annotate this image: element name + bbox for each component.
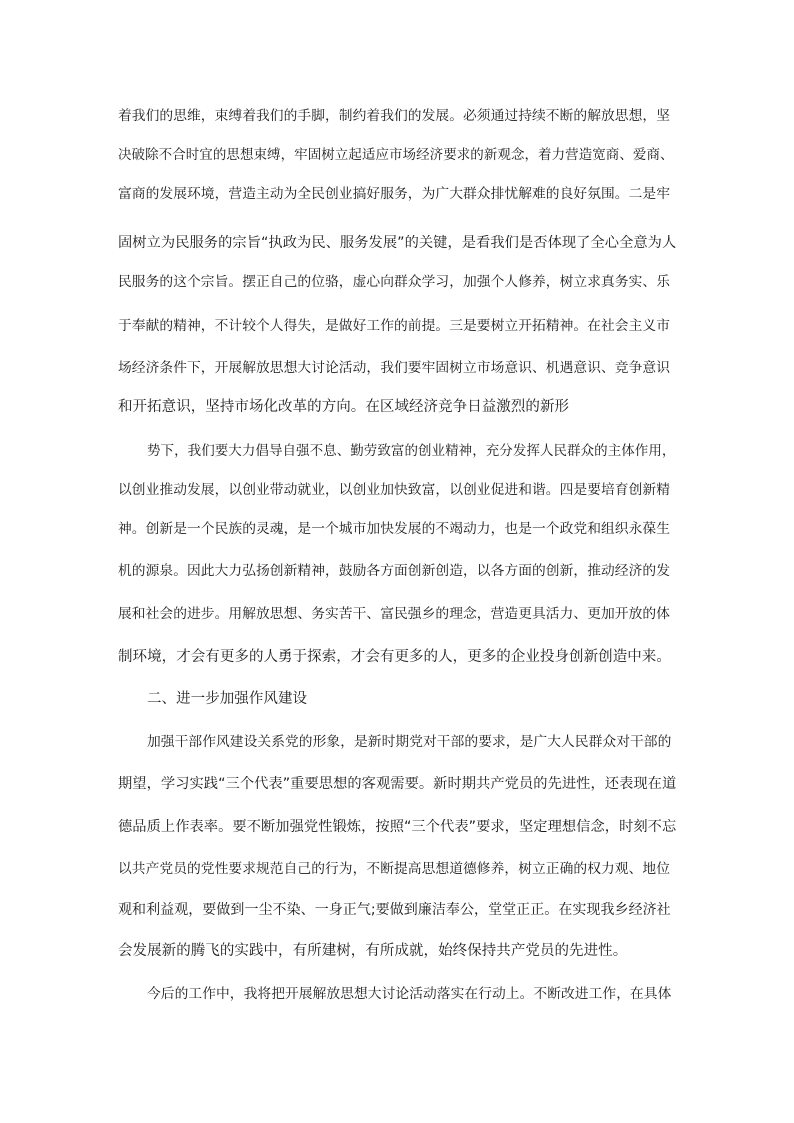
text-line: 机的源泉。因此大力弘扬创新精神，鼓励各方面创新创造，以各方面的创新，推动经济的发 (118, 563, 671, 579)
text-line: 以创业推动发展，以创业带动就业，以创业加快致富，以创业促进和谐。四是要培育创新精 (118, 482, 671, 498)
text-line: 以共产党员的党性要求规范自己的行为，不断提高思想道德修养，树立正确的权力观、地位 (118, 861, 671, 877)
text-line: 决破除不合时宜的思想束缚，牢固树立起适应市场经济要求的新观念，着力营造宽商、爱商、 (118, 147, 674, 163)
text-line: 观和利益观，要做到一尘不染、一身正气;要做到廉洁奉公，堂堂正正。在实现我乡经济社 (118, 902, 671, 918)
text-line: 和开拓意识，坚持市场化改革的方向。在区域经济竞争日益激烈的新形 (118, 399, 570, 415)
text-line: 期望，学习实践“三个代表”重要思想的客观需要。新时期共产党员的先进性，还表现在道 (118, 776, 677, 792)
text-line: 势下，我们要大力倡导自强不息、勤劳致富的创业精神，充分发挥人民群众的主体作用， (147, 443, 676, 459)
text-line: 场经济条件下，开展解放思想大讨论活动，我们要牢固树立市场意识、机遇意识、竞争意识 (118, 360, 671, 376)
text-line: 富商的发展环境，营造主动为全民创业搞好服务，为广大群众排忧解难的良好氛围。二是牢 (118, 186, 671, 202)
text-line: 固树立为民服务的宗旨“执政为民、服务发展”的关键，是看我们是否体现了全心全意为人 (118, 235, 677, 251)
section-heading: 二、进一步加强作风建设 (147, 691, 308, 707)
text-line: 制环境，才会有更多的人勇于探索，才会有更多的人，更多的企业投身创新创造中来。 (118, 649, 671, 665)
text-line: 加强干部作风建设关系党的形象，是新时期党对干部的要求，是广大人民群众对干部的 (147, 734, 672, 750)
text-line: 展和社会的进步。用解放思想、务实苦干、富民强乡的理念，营造更具活力、更加开放的体 (118, 606, 671, 622)
text-line: 德品质上作表率。要不断加强党性锻炼，按照“三个代表”要求，坚定理想信念，时刻不忘 (118, 819, 677, 835)
text-line: 今后的工作中，我将把开展解放思想大讨论活动落实在行动上。不断改进工作，在具体 (147, 986, 672, 1002)
text-line: 神。创新是一个民族的灵魂，是一个城市加快发展的不竭动力，也是一个政党和组织永葆生 (118, 521, 671, 537)
text-line: 会发展新的腾飞的实践中，有所建树，有所成就，始终保持共产党员的先进性。 (118, 943, 628, 959)
text-line: 于奉献的精神，不计较个人得失，是做好工作的前提。三是要树立开拓精神。在社会主义市 (118, 318, 671, 334)
text-line: 着我们的思维，束缚着我们的手脚，制约着我们的发展。必须通过持续不断的解放思想，坚 (118, 108, 671, 124)
text-line: 民服务的这个宗旨。摆正自己的位骆，虚心向群众学习，加强个人修养，树立求真务实、乐 (118, 274, 671, 290)
